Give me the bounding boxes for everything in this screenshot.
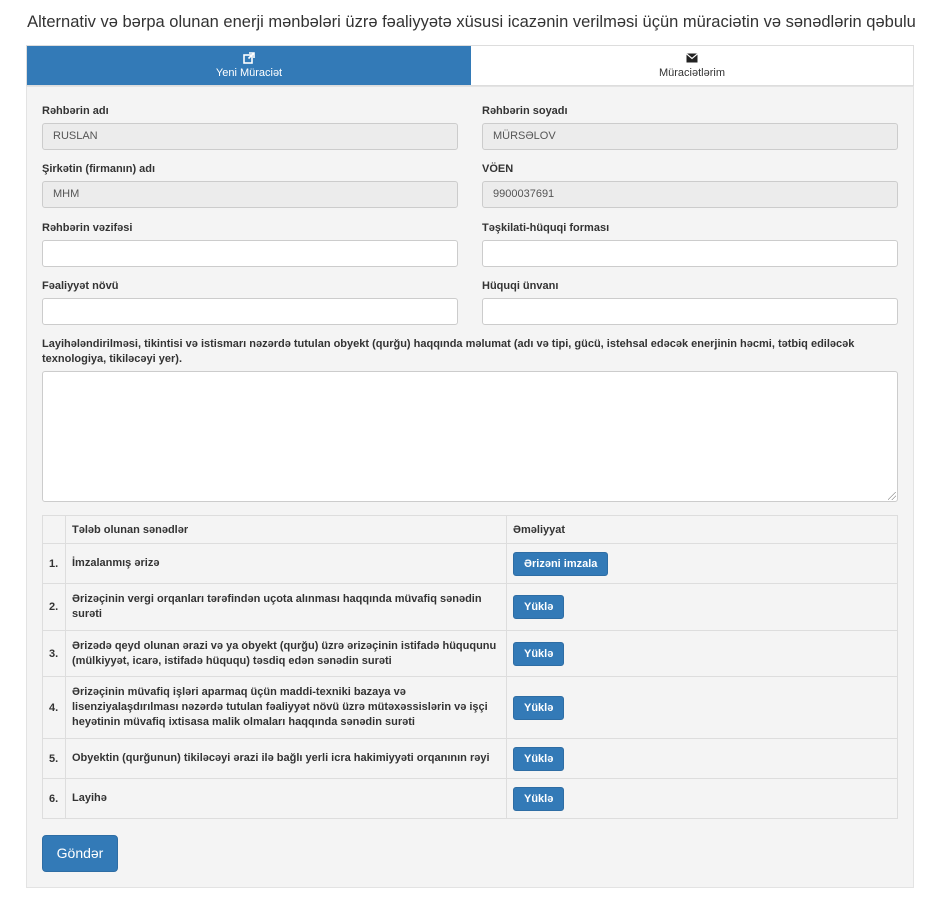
row-action xyxy=(507,544,898,584)
page-title: Alternativ və bərpa olunan enerji mənbələri üzrə fəaliyyətə xüsusi icazənin verilməsi üçün müraciətin və sənədlərin qəbulu xyxy=(27,13,916,31)
document-name: Ərizəçinin vergi orqanları tərəfindən uçota alınması haqqında müvafiq sənədin surəti xyxy=(66,584,507,631)
required-documents-table xyxy=(42,515,898,819)
resize-handle-icon[interactable] xyxy=(888,492,896,500)
table-row xyxy=(43,544,898,584)
activity-input[interactable] xyxy=(42,298,458,325)
legal-form-input[interactable] xyxy=(482,240,898,267)
tab-new-application[interactable] xyxy=(27,46,471,85)
row-number: 4. xyxy=(43,677,66,739)
document-name: İmzalanmış ərizə xyxy=(66,544,507,584)
row-action xyxy=(507,677,898,739)
envelope-icon xyxy=(471,52,913,66)
upload-button[interactable]: Yüklə xyxy=(513,595,564,619)
company-input[interactable]: MHM xyxy=(42,181,458,208)
table-header-documents: Tələb olunan sənədlər xyxy=(66,516,507,544)
row-action xyxy=(507,631,898,677)
row-number: 2. xyxy=(43,584,66,631)
table-row xyxy=(43,584,898,631)
tab-label: Yeni Müraciət xyxy=(215,67,283,79)
company-label: Şirkətin (firmanın) adı xyxy=(42,163,156,175)
table-row xyxy=(43,739,898,779)
voen-input[interactable]: 9900037691 xyxy=(482,181,898,208)
table-header-row xyxy=(43,516,898,544)
table-row xyxy=(43,631,898,677)
last-name-input[interactable]: MÜRSƏLOV xyxy=(482,123,898,150)
row-number: 6. xyxy=(43,779,66,819)
upload-button[interactable]: Yüklə xyxy=(513,642,564,666)
upload-button[interactable]: Yüklə xyxy=(513,787,564,811)
row-action xyxy=(507,584,898,631)
document-name: Ərizəçinin müvafiq işləri aparmaq üçün maddi-texniki bazaya və lisenziyalaşdırılması nəzərdə tutulan fəaliyyət növü üzrə mütəxəssislərin və işçi heyətinin müvafiq ixtisasa malik olmaları haqqında sənədin surəti xyxy=(66,677,507,739)
sign-application-button[interactable]: Ərizəni imzala xyxy=(513,552,608,576)
table-row xyxy=(43,779,898,819)
position-input[interactable] xyxy=(42,240,458,267)
legal-form-label: Təşkilati-hüquqi forması xyxy=(482,222,610,234)
first-name-input[interactable]: RUSLAN xyxy=(42,123,458,150)
tabs xyxy=(26,45,914,86)
application-form xyxy=(26,86,914,888)
row-number: 1. xyxy=(43,544,66,584)
row-number: 3. xyxy=(43,631,66,677)
row-action xyxy=(507,779,898,819)
document-name: Ərizədə qeyd olunan ərazi və ya obyekt (qurğu) üzrə ərizəçinin istifadə hüququnu (mülkiyyət, icarə, istifadə hüququ) təsdiq edən sənədin surəti xyxy=(66,631,507,677)
table-header-num xyxy=(43,516,66,544)
upload-button[interactable]: Yüklə xyxy=(513,696,564,720)
upload-button[interactable]: Yüklə xyxy=(513,747,564,771)
table-row xyxy=(43,677,898,739)
object-info-label: Layihələndirilməsi, tikintisi və istismarı nəzərdə tutulan obyekt (qurğu) haqqında məlumat (adı və tipi, gücü, istehsal edəcək enerjinin həcmi, tətbiq ediləcək texnologiya, tikiləcəyi yer). xyxy=(42,338,855,365)
address-label: Hüquqi ünvanı xyxy=(482,280,559,292)
voen-label: VÖEN xyxy=(482,163,514,175)
row-number: 5. xyxy=(43,739,66,779)
object-info-textarea[interactable] xyxy=(42,371,898,502)
document-name: Layihə xyxy=(66,779,507,819)
external-link-icon xyxy=(27,52,471,66)
tab-my-applications[interactable] xyxy=(471,46,913,85)
row-action xyxy=(507,739,898,779)
tab-label: Müraciətlərim xyxy=(658,67,725,79)
position-label: Rəhbərin vəzifəsi xyxy=(42,222,133,234)
document-name: Obyektin (qurğunun) tikiləcəyi ərazi ilə bağlı yerli icra hakimiyyəti orqanının rəyi xyxy=(66,739,507,779)
first-name-label: Rəhbərin adı xyxy=(42,105,109,117)
submit-button[interactable]: Göndər xyxy=(42,835,118,872)
address-input[interactable] xyxy=(482,298,898,325)
table-header-actions: Əməliyyat xyxy=(507,516,898,544)
last-name-label: Rəhbərin soyadı xyxy=(482,105,568,117)
activity-label: Fəaliyyət növü xyxy=(42,280,119,292)
